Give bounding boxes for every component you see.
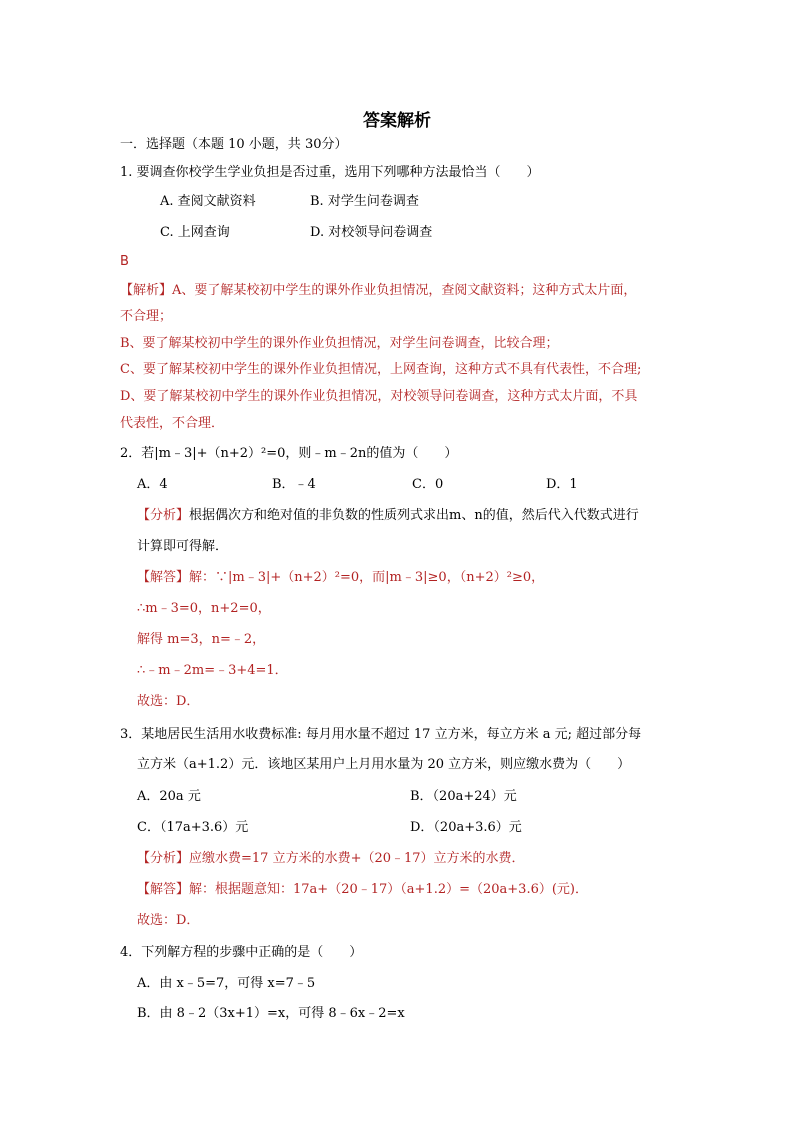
q2-option-d: D．1 <box>546 477 578 492</box>
q2-analysis-text: 根据偶次方和绝对值的非负数的性质列式求出m、n的值，然后代入代数式进行 <box>189 508 639 523</box>
q1-analysis-line: 不合理； <box>120 309 173 324</box>
q1-analysis-line: 代表性，不合理． <box>120 416 225 431</box>
q1-analysis-line: C、要了解某校初中学生的课外作业负担情况，上网查询，这种方式不具有代表性，不合理; <box>120 362 642 377</box>
q2-option-a: A．4 <box>137 477 168 492</box>
q3-solution-label: 【解答】 <box>137 882 190 897</box>
q2-stem: 2．若|m﹣3|+（n+2）²=0，则﹣m﹣2n的值为（ ） <box>120 446 458 461</box>
q3-analysis-text: 应缴水费=17 立方米的水费+（20﹣17）立方米的水费． <box>189 851 525 866</box>
section-header: 一．选择题（本题 10 小题，共 30分） <box>120 137 348 152</box>
q2-analysis-label: 【分析】 <box>137 508 190 523</box>
q1-option-a: A. 查阅文献资料 <box>160 194 256 209</box>
q2-solution-step: ∴﹣m﹣2m=﹣3+4=1． <box>137 663 288 678</box>
q3-analysis-label: 【分析】 <box>137 851 190 866</box>
q1-analysis-line: 【解析】A、要了解某校初中学生的课外作业负担情况，查阅文献资料；这种方式太片面， <box>120 283 637 298</box>
page-title: 答案解析 <box>363 111 431 131</box>
q3-option-d: D．（20a+3.6）元 <box>410 820 522 835</box>
q3-option-a: A．20a 元 <box>137 789 201 804</box>
q1-analysis-line: B、要了解某校初中学生的课外作业负担情况，对学生问卷调查，比较合理； <box>120 336 559 351</box>
q1-stem: 1. 要调查你校学生学业负担是否过重，选用下列哪种方法最恰当（ ） <box>120 165 540 180</box>
q3-option-b: B．（20a+24）元 <box>410 789 517 804</box>
q3-choice: 故选：D． <box>137 913 200 928</box>
q2-analysis-text: 计算即可得解． <box>137 539 229 554</box>
q1-option-b: B. 对学生问卷调查 <box>310 194 419 209</box>
q1-option-c: C. 上网查询 <box>160 225 230 240</box>
q2-solution-text: 解：∵|m﹣3|+（n+2）²=0，而|m﹣3|≥0，（n+2）²≥0， <box>189 570 545 585</box>
q3-stem-line: 3．某地居民生活用水收费标准: 每月用水量不超过 17 立方米，每立方米 a 元; 超过部分每 <box>120 727 642 742</box>
q1-option-d: D. 对校领导问卷调查 <box>310 225 433 240</box>
q1-analysis-line: D、要了解某校初中学生的课外作业负担情况，对校领导问卷调查，这种方式太片面，不具 <box>120 389 638 404</box>
q3-stem-line: 立方米（a+1.2）元．该地区某用户上月用水量为 20 立方米，则应缴水费为（ ） <box>137 757 631 772</box>
q4-option-a: A．由 x﹣5=7，可得 x=7﹣5 <box>137 976 316 991</box>
q4-option-b: B．由 8﹣2（3x+1）=x，可得 8﹣6x﹣2=x <box>137 1006 405 1021</box>
q2-solution-label: 【解答】 <box>137 570 190 585</box>
q3-option-c: C．（17a+3.6）元 <box>137 820 249 835</box>
q2-option-c: C．0 <box>412 477 444 492</box>
q2-choice: 故选：D． <box>137 694 200 709</box>
q3-solution-text: 解：根据题意知：17a+（20﹣17）（a+1.2）=（20a+3.6）(元)． <box>189 882 588 897</box>
q4-stem: 4．下列解方程的步骤中正确的是（ ） <box>120 945 363 960</box>
q2-option-b: B．﹣4 <box>272 477 316 492</box>
q1-answer: B <box>120 254 129 269</box>
q2-solution-step: 解得 m=3，n=﹣2， <box>137 632 266 647</box>
q2-solution-step: ∴m﹣3=0，n+2=0， <box>137 601 271 616</box>
